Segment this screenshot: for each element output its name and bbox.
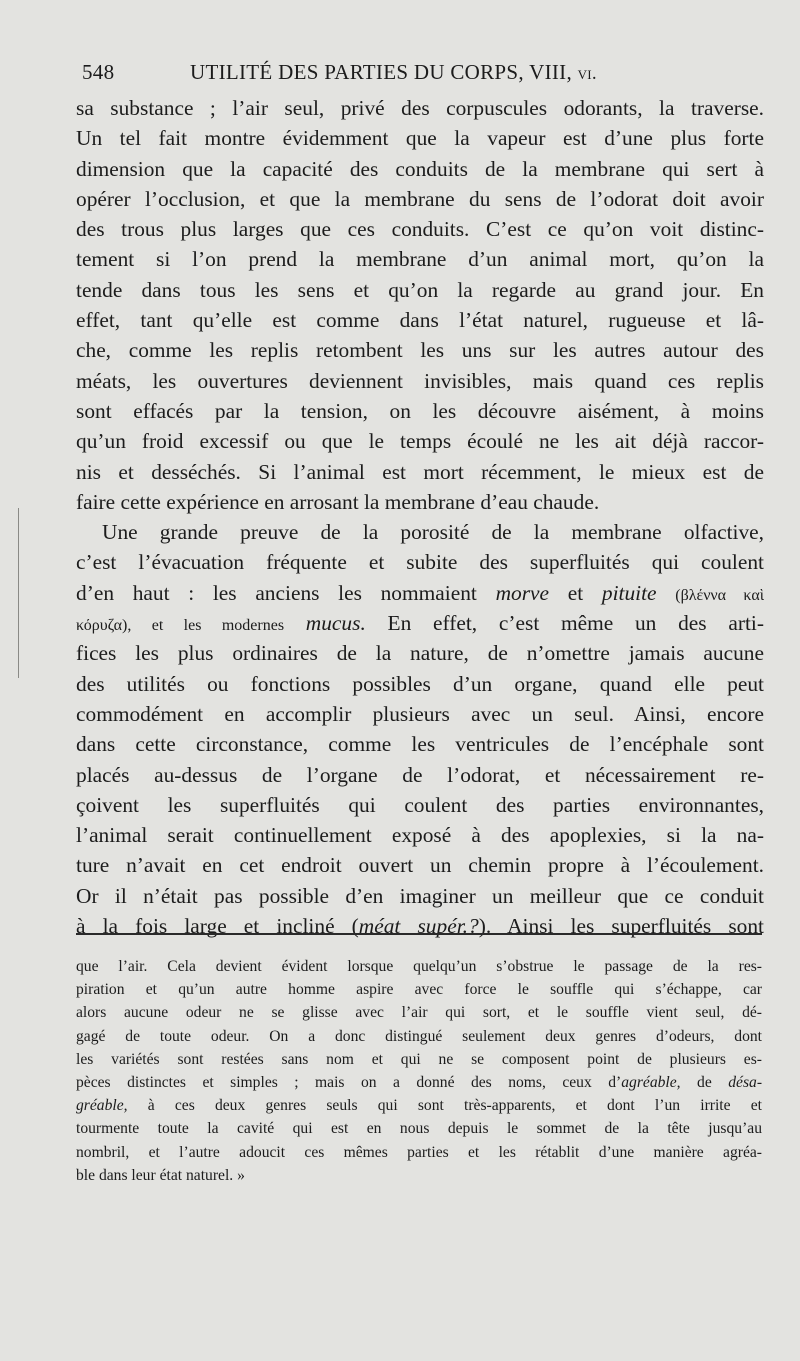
footnote-line: ble dans leur état naturel. » xyxy=(76,1166,245,1184)
footnote-line: piration et qu’un autre homme aspire avec force le souffle qui s’échappe, car xyxy=(76,981,762,999)
running-title-main: UTILITÉ DES PARTIES DU CORPS, VIII, xyxy=(190,60,573,84)
text-line: c’est l’évacuation fréquente et subite des superfluités qui coulent xyxy=(76,550,764,575)
text-line: çoivent les superfluités qui coulent des parties environnantes, xyxy=(76,792,764,817)
margin-mark xyxy=(18,508,21,678)
text-line: qu’un froid excessif ou que le temps écoulé ne les ait déjà raccor- xyxy=(76,429,764,454)
text-line: κόρυζα), et les modernes mucus. En effet, c’est même un des arti- xyxy=(76,611,764,636)
italic-term: mucus. xyxy=(305,611,366,636)
text-line: placés au-dessus de l’organe de l’odorat, et nécessairement re- xyxy=(76,762,764,787)
text-line: à la fois large et incliné (méat supér.?). Ainsi les superfluités sont xyxy=(76,914,764,939)
footnote-line: gréable, à ces deux genres seuls qui sont très-apparents, et dont l’un irrite et xyxy=(76,1097,762,1115)
footnote-line: pèces distinctes et simples ; mais on a donné des noms, ceux d’agréable, de désa- xyxy=(76,1073,762,1091)
italic-term: gréable, xyxy=(76,1097,128,1115)
page-number: 548 xyxy=(82,60,115,84)
text-line: sont effacés par la tension, on les découvre aisément, à moins xyxy=(76,398,764,423)
text-line: che, comme les replis retombent les uns sur les autres autour des xyxy=(76,338,764,363)
italic-term: agréable, xyxy=(621,1073,681,1091)
text-line: commodément en accomplir plusieurs avec un seul. Ainsi, encore xyxy=(76,701,764,726)
running-title-chapter: vi. xyxy=(577,63,597,84)
text-line: faire cette expérience en arrosant la membrane d’eau chaude. xyxy=(76,489,600,514)
text-line: tement si l’on prend la membrane d’un animal mort, qu’on la xyxy=(76,247,764,272)
page-header xyxy=(82,56,722,90)
text-line: fices les plus ordinaires de la nature, de n’omettre jamais aucune xyxy=(76,641,764,666)
text-line: des utilités ou fonctions possibles d’un organe, quand elle peut xyxy=(76,671,764,696)
italic-term: pituite xyxy=(601,580,657,605)
text-line: dimension que la capacité des conduits de la membrane qui sert à xyxy=(76,156,764,181)
footnote-line: les variétés sont restées sans nom et qui ne se composent point de plusieurs es- xyxy=(76,1050,762,1068)
text-line: Un tel fait montre évidemment que la vapeur est d’une plus forte xyxy=(76,126,764,151)
text-line: Or il n’était pas possible d’en imaginer un meilleur que ce conduit xyxy=(76,883,764,908)
text-line: opérer l’occlusion, et que la membrane du sens de l’odorat doit avoir xyxy=(76,186,764,211)
footnote-rule xyxy=(76,933,762,935)
footnote-line: que l’air. Cela devient évident lorsque quelqu’un s’obstrue le passage de la res- xyxy=(76,958,762,975)
footnote-line: gagé de toute odeur. On a donc distingué seulement deux genres d’odeurs, dont xyxy=(76,1027,762,1045)
text-line: l’animal serait continuellement exposé à des apoplexies, si la na- xyxy=(76,823,764,848)
italic-term: méat supér.? xyxy=(358,914,479,939)
text-line: d’en haut : les anciens les nommaient morve et pituite (βλέννα καὶ xyxy=(76,580,764,605)
footnote-line: nombril, et l’autre adoucit ces mêmes parties et les rétablit d’une manière agréa- xyxy=(76,1143,762,1161)
text-line: ture n’avait en cet endroit ouvert un chemin propre à l’écoulement. xyxy=(76,853,764,878)
italic-term: désa- xyxy=(728,1073,762,1091)
greek-text: κόρυζα), et les modernes xyxy=(76,617,285,635)
text-line: effet, tant qu’elle est comme dans l’état naturel, rugueuse et lâ- xyxy=(76,308,764,333)
italic-term: morve xyxy=(495,580,550,605)
footnote-line: tourmente toute la cavité qui est en nous depuis le sommet de la tête jusqu’au xyxy=(76,1120,762,1138)
text-line: sa substance ; l’air seul, privé des corpuscules odorants, la traverse. xyxy=(76,96,764,120)
footnote-line: alors aucune odeur ne se glisse avec l’air qui sort, et le souffle vient seul, dé- xyxy=(76,1004,762,1022)
text-line: nis et desséchés. Si l’animal est mort récemment, le mieux est de xyxy=(76,459,764,484)
greek-text: (βλέννα καὶ xyxy=(675,586,764,604)
text-line: Une grande preuve de la porosité de la membrane olfactive, xyxy=(102,520,764,545)
text-line: dans cette circonstance, comme les ventricules de l’encéphale sont xyxy=(76,732,764,757)
main-text xyxy=(76,93,764,941)
text-line: méats, les ouvertures deviennent invisibles, mais quand ces replis xyxy=(76,368,764,393)
text-line: des trous plus larges que ces conduits. C’est ce qu’on voit distinc- xyxy=(76,217,764,242)
running-title xyxy=(190,60,597,85)
text-line: tende dans tous les sens et qu’on la regarde au grand jour. En xyxy=(76,277,764,302)
footnote-text xyxy=(76,955,762,1187)
